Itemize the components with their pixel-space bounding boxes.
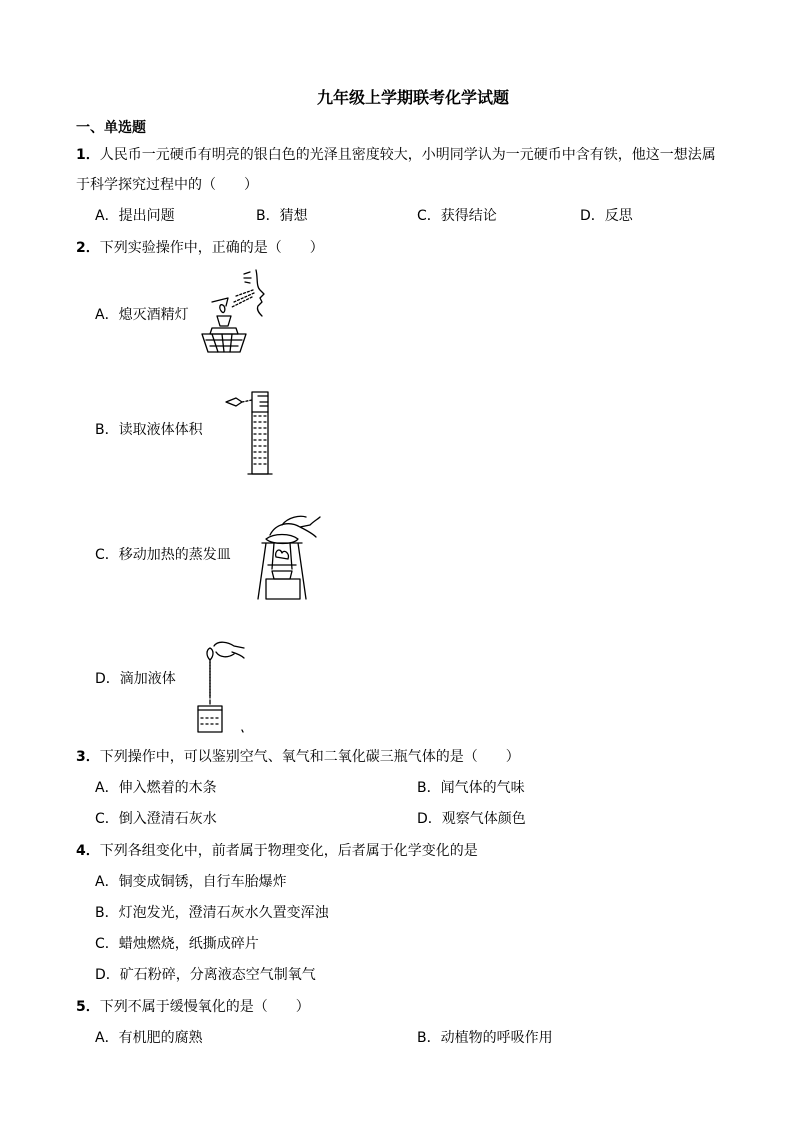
option-b[interactable]: B．动植物的呼吸作用	[417, 1030, 553, 1046]
page-title: 九年级上学期联考化学试题	[316, 88, 509, 107]
option-b[interactable]: B．读取液体体积	[95, 422, 203, 438]
question-4	[76, 841, 478, 861]
question-1-line2: 于科学探究过程中的（ ）	[76, 177, 258, 193]
question-number: 5．	[76, 999, 100, 1015]
dropper-beaker-icon	[192, 638, 252, 738]
question-number: 4．	[76, 843, 100, 859]
option-a[interactable]: A．提出问题	[95, 208, 175, 224]
option-b[interactable]: B．灯泡发光，澄清石灰水久置变浑浊	[95, 905, 329, 921]
option-a[interactable]: A．有机肥的腐熟	[95, 1030, 203, 1046]
option-c[interactable]: C．获得结论	[417, 208, 497, 224]
question-text: 下列各组变化中，前者属于物理变化，后者属于化学变化的是	[99, 843, 478, 859]
question-text: 下列操作中，可以鉴别空气、氧气和二氧化碳三瓶气体的是（ ）	[99, 749, 520, 765]
question-number: 1．	[76, 147, 100, 163]
option-a[interactable]: A．铜变成铜锈，自行车胎爆炸	[95, 874, 287, 890]
option-c[interactable]: C．移动加热的蒸发皿	[95, 547, 231, 563]
question-number: 2．	[76, 240, 100, 256]
question-2	[76, 238, 324, 258]
question-text: 下列实验操作中，正确的是（ ）	[99, 240, 324, 256]
graduated-cylinder-reading-icon	[222, 388, 278, 476]
question-5	[76, 997, 310, 1017]
question-1	[76, 145, 716, 165]
option-a[interactable]: A．伸入燃着的木条	[95, 780, 217, 796]
option-d[interactable]: D．观察气体颜色	[417, 811, 526, 827]
option-d[interactable]: D．滴加液体	[95, 671, 176, 687]
question-number: 3．	[76, 749, 100, 765]
question-text: 人民币一元硬币有明亮的银白色的光泽且密度较大，小明同学认为一元硬币中含有铁，他这一想法属	[99, 147, 716, 163]
option-b[interactable]: B．闻气体的气味	[417, 780, 525, 796]
section-heading: 一、单选题	[76, 120, 146, 136]
option-d[interactable]: D．矿石粉碎，分离液态空气制氧气	[95, 967, 316, 983]
option-c[interactable]: C．倒入澄清石灰水	[95, 811, 217, 827]
option-c[interactable]: C．蜡烛燃烧，纸撕成碎片	[95, 936, 259, 952]
option-d[interactable]: D．反思	[580, 208, 633, 224]
question-text: 下列不属于缓慢氧化的是（ ）	[99, 999, 310, 1015]
evaporating-dish-hand-icon	[250, 513, 322, 605]
alcohol-lamp-blowing-icon	[198, 268, 280, 360]
question-3	[76, 747, 520, 767]
option-b[interactable]: B．猜想	[256, 208, 308, 224]
option-a[interactable]: A．熄灭酒精灯	[95, 307, 189, 323]
